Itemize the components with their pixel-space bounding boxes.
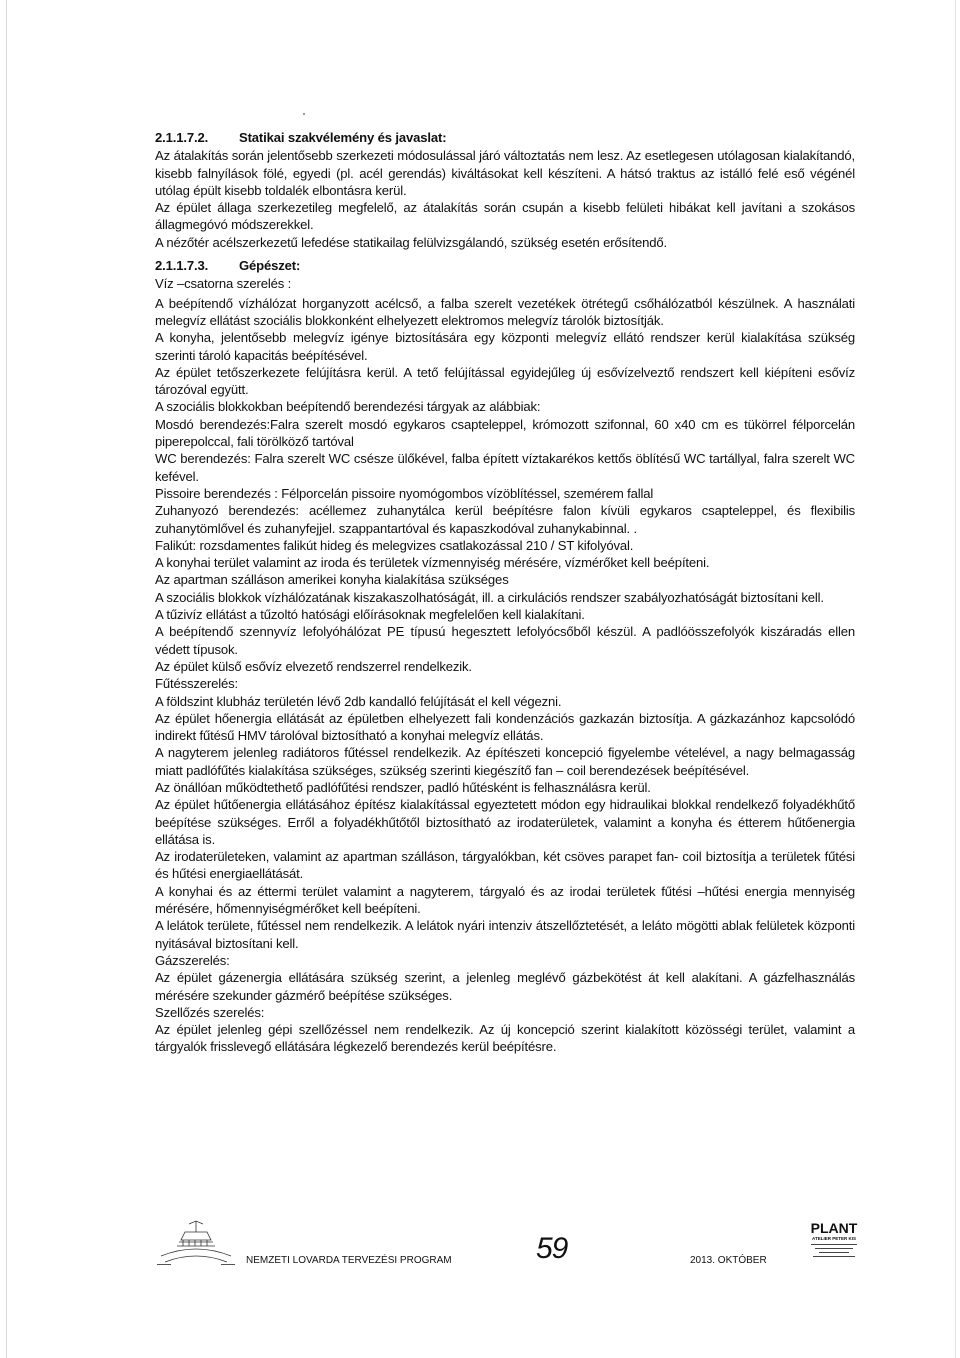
plant-logo-title: PLANT	[810, 1220, 858, 1236]
nemzeti-lovarda-logo	[155, 1220, 237, 1270]
plant-logo-subtitle: ATELIER PETER KIS	[812, 1236, 856, 1241]
paragraph: A földszint klubház területén lévő 2db kandalló felújítását el kell végezni.	[155, 693, 562, 709]
scan-edge-left	[6, 0, 7, 1358]
paragraph: A konyha, jelentősebb melegvíz igénye biztosítására egy központi melegvíz ellátó rendszer kerül kialakítása szükség szerinti tároló kapacitás beépítésével.	[155, 330, 855, 363]
page-footer	[0, 1210, 960, 1280]
paragraph: Az épület külső esővíz elvezető rendszerrel rendelkezik.	[155, 658, 472, 674]
section-number: 2.1.1.7.2.	[155, 130, 209, 145]
paragraph: Az épület tetőszerkezete felújításra kerül. A tető felújítással egyidejűleg új esővízelveztő rendszert kell kiépíteni esővíz tározóval együtt.	[155, 364, 855, 398]
subheading-gazszereles: Gázszerelés:	[155, 952, 230, 968]
paragraph: A lelátok területe, fűtéssel nem rendelkezik. A lelátok nyári intenziv átszellőztetését, a leláto mögötti ablak felületek központi nyitásával biztosítani kell.	[155, 918, 855, 951]
subheading-viz-csatorna: Víz –csatorna szerelés :	[155, 276, 292, 292]
scan-speck	[303, 113, 305, 115]
section-heading-statikai	[155, 129, 855, 146]
paragraph: Az épület hőenergia ellátását az épületben elhelyezett fali kondenzációs gazkazán biztosítja. A gázkazánhoz kapcsolódó indirekt fűtésű HMV tárolóval biztosítható a konyhai melegvíz ellátás.	[155, 710, 855, 744]
section-heading-gepeszet	[155, 257, 855, 274]
paragraph: A beépítendő vízhálózat horganyzott acélcső, a falba szerelt vezetékek ötrétegű csőhálózatból készülnek. A használati melegvíz ellátást szociális blokkonként elhelyezett elektromos melegvíz tárolók biztosítják.	[155, 295, 855, 328]
subheading-szellozes: Szellőzés szerelés:	[155, 1004, 265, 1020]
paragraph: Az épület gázenergia ellátására szükség szerint, a jelenleg meglévő gázbekötést át kell alakítani. A gázfelhasználás mérésére szekunder gázmérő beépítése szükséges.	[155, 970, 855, 1003]
paragraph: Az épület jelenleg gépi szellőzéssel nem rendelkezik. Az új koncepció szerint kialakított közösségi terület, valamint a tárgyalók frisslevegő ellátására légkezelő berendezés kerül beépítésre.	[155, 1022, 855, 1055]
paragraph: A nézőtér acélszerkezetű lefedése statikailag felülvizsgálandó, szükség esetén erősítendő.	[155, 234, 668, 250]
plant-logo-address-lines	[806, 1244, 862, 1257]
page-number: 59	[536, 1232, 568, 1265]
subheading-futesszereles: Fűtésszerelés:	[155, 676, 239, 692]
paragraph: A konyhai terület valamint az iroda és területek vízmennyiség mérésére, vízmérőket kell beépíteni.	[155, 555, 710, 571]
document-body	[155, 129, 855, 1056]
paragraph: Az épület hűtőenergia ellátásához építész kialakítással egyeztetett módon egy hidraulikai blokkal rendelkező folyadékhűtő beépítése szükséges. Erről a folyadékhűtőtől biztosítható az irodaterületek, valamint a konyha és étterem hűtőenergia ellátása is.	[155, 797, 855, 847]
footer-program-title: NEMZETI LOVARDA TERVEZÉSI PROGRAM	[246, 1255, 452, 1266]
paragraph: WC berendezés: Falra szerelt WC csésze ülőkével, falba épített víztakarékos kettős öblítésű WC tartállyal, falra szerelt WC kefével.	[155, 451, 855, 484]
paragraph: Az épület állaga szerkezetileg megfelelő, az átalakítás során csupán a kisebb felületi hibákat kell javítani a szokásos állagmegóvó módszerekkel.	[155, 200, 855, 233]
paragraph: Falikút: rozsdamentes falikút hideg és melegvizes csatlakozással 210 / ST kifolyóval.	[155, 537, 634, 553]
plant-logo	[806, 1220, 862, 1260]
paragraph: A konyhai és az éttermi terület valamint a nagyterem, tárgyaló és az irodai területek fűtési –hűtési energia mennyiség mérésére, hőmennyiségmérőket kell beépíteni.	[155, 883, 855, 917]
footer-date: 2013. OKTÓBER	[690, 1255, 767, 1266]
scan-edge-right	[955, 0, 956, 1358]
section-title: Statikai szakvélemény és javaslat:	[239, 130, 447, 145]
paragraph: A tűzivíz ellátást a tűzoltó hatósági előírásoknak megfelelően kell kialakítani.	[155, 607, 585, 623]
paragraph: Mosdó berendezés:Falra szerelt mosdó egykaros csapteleppel, krómozott szifonnal, 60 x40 cm es tükörrel félporcelán piperepolccal, fali törölköző tartóval	[155, 416, 855, 450]
paragraph: Zuhanyozó berendezés: acéllemez zuhanytálca kerül beépítésre falon kívüli egykaros csapteleppel, és flexibilis zuhanytömlővel és zuhanyfejjel. szappantartóval és kapaszkodóval zuhanykabinnal. .	[155, 503, 855, 536]
section-title: Gépészet:	[239, 258, 301, 274]
paragraph: Az önállóan működtethető padlófűtési rendszer, padló hűtésként is felhasználásra kerül.	[155, 779, 651, 795]
paragraph: A nagyterem jelenleg radiátoros fűtéssel rendelkezik. Az építészeti koncepció figyelembe vételével, a nagy belmagasság miatt padlófűtés kialakítása szükséges, szükség szerinti kiegészítő fan – coil berendezések beépítésével.	[155, 745, 855, 778]
paragraph: A szociális blokkokban beépítendő berendezési tárgyak az alábbiak:	[155, 399, 541, 415]
section-number: 2.1.1.7.3.	[155, 258, 209, 274]
paragraph: Az apartman szálláson amerikei konyha kialakítása szükséges	[155, 572, 509, 588]
paragraph: Pissoire berendezés : Félporcelán pissoire nyomógombos vízöblítéssel, szemérem fallal	[155, 485, 654, 501]
paragraph: A szociális blokkok vízhálózatának kiszakaszolhatóságát, ill. a cirkulációs rendszer szabályozhatóságát biztosítani kell.	[155, 589, 824, 605]
paragraph: A beépítendő szennyvíz lefolyóhálózat PE típusú hegesztett lefolyócsőből készül. A padlóösszefolyók kiszáradás ellen védett típusok.	[155, 624, 855, 657]
paragraph: Az átalakítás során jelentősebb szerkezeti módosulással járó változtatás nem lesz. Az esetlegesen utólagosan kialakítandó, kisebb falnyílások fölé, egyedi (pl. acél gerendás) kiváltásokat kell készíteni. A hátsó traktus az istálló felé eső végénél utólag épült kisebb toldalék elbontásra kerül.	[155, 148, 855, 198]
paragraph: Az irodaterületeken, valamint az apartman szálláson, tárgyalókban, két csöves parapet fan- coil biztosítja a területek fűtési és hűtési energiaellátását.	[155, 849, 855, 882]
